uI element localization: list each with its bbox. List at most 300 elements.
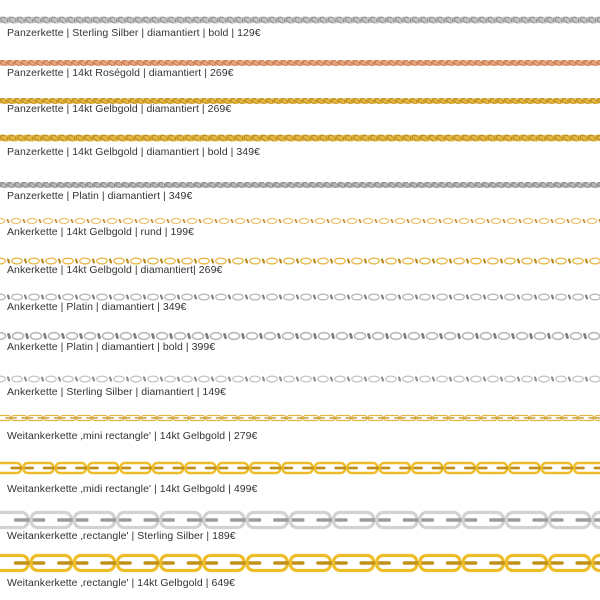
chain-link — [195, 260, 196, 263]
chain-link — [365, 378, 366, 381]
chain-link — [45, 334, 46, 337]
chain-link — [420, 294, 431, 300]
chain-link — [165, 294, 176, 300]
chain-label: Panzerkette | 14kt Roségold | diamantiert | 269€ — [7, 67, 234, 79]
chain-link — [212, 378, 213, 381]
chain-link — [301, 258, 312, 264]
chain-link — [263, 296, 264, 299]
chain-link — [59, 296, 60, 299]
chain-link — [216, 294, 227, 300]
chain-link — [250, 258, 261, 264]
chain-link — [501, 296, 502, 299]
chain-image — [0, 217, 600, 225]
chain-link — [354, 333, 365, 340]
chain-link — [423, 334, 424, 337]
chain-link — [246, 333, 257, 340]
chain-image — [0, 374, 600, 384]
chain-link — [63, 334, 64, 337]
chain-link — [314, 260, 315, 263]
chain-link — [344, 220, 345, 222]
chain-link — [59, 219, 69, 224]
chain-link — [279, 334, 280, 337]
chain-link — [93, 296, 94, 299]
chain-link — [264, 333, 275, 340]
chain-link — [382, 260, 383, 263]
chain-link — [399, 296, 400, 299]
chain-link — [505, 258, 516, 264]
chain-label: Weitankerkette ‚midi rectangle' | 14kt Gelbgold | 499€ — [7, 483, 258, 495]
chain-link — [403, 258, 414, 264]
chain-link — [363, 219, 373, 224]
chain-label: Weitankerkette ‚rectangle' | 14kt Gelbgold | 649€ — [7, 577, 236, 589]
chain-label: Panzerkette | Sterling Silber | diamantiert | bold | 129€ — [7, 27, 261, 39]
chain-link — [588, 333, 599, 340]
chain-link — [99, 334, 100, 337]
chain-link — [386, 376, 397, 382]
chain-link — [233, 258, 244, 264]
chain-link — [585, 334, 586, 337]
chain-link — [314, 296, 315, 299]
chain-link — [235, 219, 245, 224]
chain-link — [27, 219, 37, 224]
chain-link — [484, 378, 485, 381]
chain-link — [301, 376, 312, 382]
chain-link — [12, 376, 23, 382]
chain-link — [403, 376, 414, 382]
chain-link — [56, 220, 57, 222]
chain-link — [46, 376, 57, 382]
chain-link — [522, 376, 533, 382]
chain-label: Ankerkette | 14kt Gelbgold | rund | 199€ — [7, 226, 195, 238]
chain-link — [107, 219, 117, 224]
chain-link — [25, 260, 26, 263]
chain-link — [80, 376, 91, 382]
chain-link — [416, 260, 417, 263]
chain-link — [586, 378, 587, 381]
chain-image — [0, 132, 600, 144]
chain-link — [138, 333, 149, 340]
chain-link — [352, 258, 363, 264]
chain-link — [0, 258, 5, 264]
chain-link — [267, 376, 278, 382]
chain-link — [127, 260, 128, 263]
chain-link — [382, 378, 383, 381]
chain-link — [488, 376, 499, 382]
chain-link — [501, 260, 502, 263]
chain-link — [459, 334, 460, 337]
chain-link — [471, 258, 482, 264]
chain-link — [569, 296, 570, 299]
chain-link — [178, 296, 179, 299]
chain-link — [507, 219, 517, 224]
chain-link — [536, 220, 537, 222]
chain-link — [539, 258, 550, 264]
chain-link — [386, 294, 397, 300]
chain-link — [408, 220, 409, 222]
chain-link — [280, 378, 281, 381]
chain-link — [567, 334, 568, 337]
chain-link — [110, 378, 111, 381]
chain-link — [120, 333, 131, 340]
chain-link — [63, 376, 74, 382]
chain-link — [97, 376, 108, 382]
chain-link — [444, 333, 455, 340]
chain-link — [450, 260, 451, 263]
chain-link — [555, 219, 565, 224]
chain-link — [168, 220, 169, 222]
chain-link — [246, 378, 247, 381]
chain-link — [59, 378, 60, 381]
chain-link — [232, 220, 233, 222]
chain-link — [127, 378, 128, 381]
chain-link — [331, 378, 332, 381]
chain-link — [376, 220, 377, 222]
chain-image — [0, 413, 600, 423]
chain-link — [518, 260, 519, 263]
chain-link — [233, 294, 244, 300]
chain-link — [216, 220, 217, 222]
chain-link — [161, 296, 162, 299]
chain-link — [182, 376, 193, 382]
chain-link — [315, 334, 316, 337]
chain-link — [251, 219, 261, 224]
chain-link — [516, 333, 527, 340]
chain-link — [27, 334, 28, 337]
chain-link — [386, 258, 397, 264]
chain-link — [216, 376, 227, 382]
chain-link — [174, 333, 185, 340]
chain-link — [263, 378, 264, 381]
chain-link — [379, 219, 389, 224]
chain-link — [75, 219, 85, 224]
chain-link — [182, 294, 193, 300]
chain-link — [93, 378, 94, 381]
chain-link — [8, 260, 9, 263]
chain-link — [297, 296, 298, 299]
chain-label: Panzerkette | 14kt Gelbgold | diamantiert | 269€ — [7, 103, 232, 115]
chain-link — [233, 376, 244, 382]
chain-link — [144, 378, 145, 381]
chain-link — [573, 376, 584, 382]
chain-link — [263, 260, 264, 263]
chain-link — [531, 334, 532, 337]
chain-link — [225, 334, 226, 337]
chain-link — [267, 258, 278, 264]
chain-link — [131, 294, 142, 300]
chain-link — [437, 294, 448, 300]
chain-link — [88, 220, 89, 222]
chain-link — [552, 333, 563, 340]
chain-link — [471, 294, 482, 300]
chain-link — [250, 376, 261, 382]
chain-link — [29, 294, 40, 300]
chain-link — [12, 333, 23, 340]
chain-link — [420, 376, 431, 382]
chain-link — [104, 220, 105, 222]
chain-label: Ankerkette | 14kt Gelbgold | diamantiert| 269€ — [7, 264, 223, 276]
chain-link — [405, 334, 406, 337]
chain-image — [0, 510, 600, 530]
chain-link — [539, 376, 550, 382]
chain-link — [328, 220, 329, 222]
chain-link — [93, 260, 94, 263]
chain-image — [0, 460, 600, 476]
chain-label: Ankerkette | Sterling Silber | diamantiert | 149€ — [7, 386, 226, 398]
chain-link — [114, 294, 125, 300]
chain-link — [513, 334, 514, 337]
chain-link — [416, 296, 417, 299]
chain-link — [569, 260, 570, 263]
chain-link — [171, 334, 172, 337]
chain-link — [433, 260, 434, 263]
chain-link — [282, 333, 293, 340]
chain-link — [248, 220, 249, 222]
chain-link — [552, 220, 553, 222]
chain-link — [243, 334, 244, 337]
chain-link — [408, 333, 419, 340]
chain-link — [110, 296, 111, 299]
chain-link — [571, 219, 581, 224]
chain-link — [335, 258, 346, 264]
chain-link — [184, 220, 185, 222]
chain-link — [29, 376, 40, 382]
chain-link — [498, 333, 509, 340]
chain-link — [505, 294, 516, 300]
chain-label: Ankerkette | Platin | diamantiert | 349€ — [7, 301, 187, 313]
chain-link — [437, 376, 448, 382]
chain-link — [520, 220, 521, 222]
chain-link — [539, 294, 550, 300]
chain-link — [454, 258, 465, 264]
chain-link — [369, 258, 380, 264]
chain-link — [165, 376, 176, 382]
chain-link — [144, 260, 145, 263]
chain-link — [76, 378, 77, 381]
chain-link — [297, 378, 298, 381]
chain-link — [333, 334, 334, 337]
chain-label: Panzerkette | 14kt Gelbgold | diamantiert | bold | 349€ — [7, 146, 260, 158]
chain-link — [207, 334, 208, 337]
chain-link — [568, 220, 569, 222]
chain-link — [280, 220, 281, 222]
chain-link — [161, 260, 162, 263]
chain-link — [91, 219, 101, 224]
chain-link — [144, 296, 145, 299]
chain-link — [42, 260, 43, 263]
chain-link — [25, 378, 26, 381]
chain-link — [360, 220, 361, 222]
chain-link — [139, 219, 149, 224]
chain-link — [312, 220, 313, 222]
chain-link — [440, 220, 441, 222]
chain-link — [372, 333, 383, 340]
chain-link — [590, 376, 600, 382]
chain-link — [195, 378, 196, 381]
chain-link — [200, 220, 201, 222]
chain-link — [48, 333, 59, 340]
chain-link — [549, 334, 550, 337]
chain-link — [284, 376, 295, 382]
chain-link — [110, 260, 111, 263]
chain-link — [296, 220, 297, 222]
chain-link — [501, 378, 502, 381]
chain-link — [76, 296, 77, 299]
chain-link — [153, 334, 154, 337]
chain-link — [195, 296, 196, 299]
chain-link — [456, 220, 457, 222]
chain-link — [424, 220, 425, 222]
chain-link — [192, 333, 203, 340]
chain-link — [11, 219, 21, 224]
chain-link — [437, 258, 448, 264]
chain-link — [433, 378, 434, 381]
chain-link — [40, 220, 41, 222]
chain-link — [586, 260, 587, 263]
chain-link — [534, 333, 545, 340]
chain-link — [488, 294, 499, 300]
chain-link — [573, 294, 584, 300]
chain-link — [24, 220, 25, 222]
chain-link — [331, 260, 332, 263]
chain-link — [518, 378, 519, 381]
chain-link — [586, 296, 587, 299]
chain-link — [426, 333, 437, 340]
chain-link — [246, 260, 247, 263]
chain-link — [314, 378, 315, 381]
chain-link — [229, 296, 230, 299]
chain-link — [443, 219, 453, 224]
chain-link — [347, 219, 357, 224]
chain-link — [267, 219, 277, 224]
chain-link — [399, 378, 400, 381]
chain-image — [0, 180, 600, 190]
chain-link — [467, 378, 468, 381]
chain-link — [178, 378, 179, 381]
chain-link — [587, 219, 597, 224]
chain-link — [148, 294, 159, 300]
chain-link — [318, 376, 329, 382]
chain-link — [261, 334, 262, 337]
chain-link — [454, 294, 465, 300]
chain-link — [480, 333, 491, 340]
chain-link — [280, 260, 281, 263]
chain-link — [123, 219, 133, 224]
chain-link — [365, 260, 366, 263]
chain-link — [535, 260, 536, 263]
chain-link — [539, 219, 549, 224]
chain-link — [387, 334, 388, 337]
chain-link — [84, 333, 95, 340]
chain-link — [9, 334, 10, 337]
chain-link — [590, 258, 600, 264]
chain-link — [454, 376, 465, 382]
chain-link — [522, 258, 533, 264]
chain-link — [66, 333, 77, 340]
chain-link — [495, 334, 496, 337]
chain-link — [488, 258, 499, 264]
chain-link — [556, 376, 567, 382]
chain-link — [399, 260, 400, 263]
chain-link — [552, 296, 553, 299]
chain-link — [199, 376, 210, 382]
chain-link — [584, 220, 585, 222]
chain-link — [441, 334, 442, 337]
chain-link — [43, 219, 53, 224]
chain-link — [102, 333, 113, 340]
chain-link — [491, 219, 501, 224]
chain-link — [484, 260, 485, 263]
chain-link — [475, 219, 485, 224]
chain-link — [297, 260, 298, 263]
chain-link — [135, 334, 136, 337]
chain-link — [552, 378, 553, 381]
chain-link — [411, 219, 421, 224]
chain-link — [203, 219, 213, 224]
chain-link — [212, 296, 213, 299]
chain-link — [369, 376, 380, 382]
chain-link — [472, 220, 473, 222]
chain-link — [336, 333, 347, 340]
chain-link — [127, 296, 128, 299]
chain-link — [114, 376, 125, 382]
chain-link — [392, 220, 393, 222]
chain-link — [523, 219, 533, 224]
chain-link — [97, 294, 108, 300]
chain-link — [30, 333, 41, 340]
chain-link — [504, 220, 505, 222]
chain-link — [573, 258, 584, 264]
chain-link — [246, 296, 247, 299]
chain-link — [556, 258, 567, 264]
chain-link — [335, 294, 346, 300]
chain-link — [161, 378, 162, 381]
chain-link — [148, 376, 159, 382]
chain-link — [427, 219, 437, 224]
chain-link — [155, 219, 165, 224]
chain-link — [229, 378, 230, 381]
chain-link — [42, 378, 43, 381]
chain-link — [212, 260, 213, 263]
chain-link — [178, 260, 179, 263]
chain-link — [199, 294, 210, 300]
chain-link — [462, 333, 473, 340]
chain-link — [131, 376, 142, 382]
chain-link — [552, 260, 553, 263]
chain-link — [284, 294, 295, 300]
chain-link — [505, 376, 516, 382]
chain-link — [318, 258, 329, 264]
chain-image — [0, 553, 600, 573]
chain-link — [318, 333, 329, 340]
chain-link — [120, 220, 121, 222]
chain-link — [80, 294, 91, 300]
chain-link — [228, 333, 239, 340]
chain-link — [352, 294, 363, 300]
chain-link — [267, 294, 278, 300]
chain-link — [229, 260, 230, 263]
chain-link — [365, 296, 366, 299]
chain-link — [8, 296, 9, 299]
chain-image — [0, 14, 600, 26]
chain-link — [351, 334, 352, 337]
chain-link — [522, 294, 533, 300]
chain-link — [81, 334, 82, 337]
chain-link — [390, 333, 401, 340]
chain-link — [590, 294, 600, 300]
chain-link — [518, 296, 519, 299]
chain-link — [450, 378, 451, 381]
chain-link — [348, 260, 349, 263]
